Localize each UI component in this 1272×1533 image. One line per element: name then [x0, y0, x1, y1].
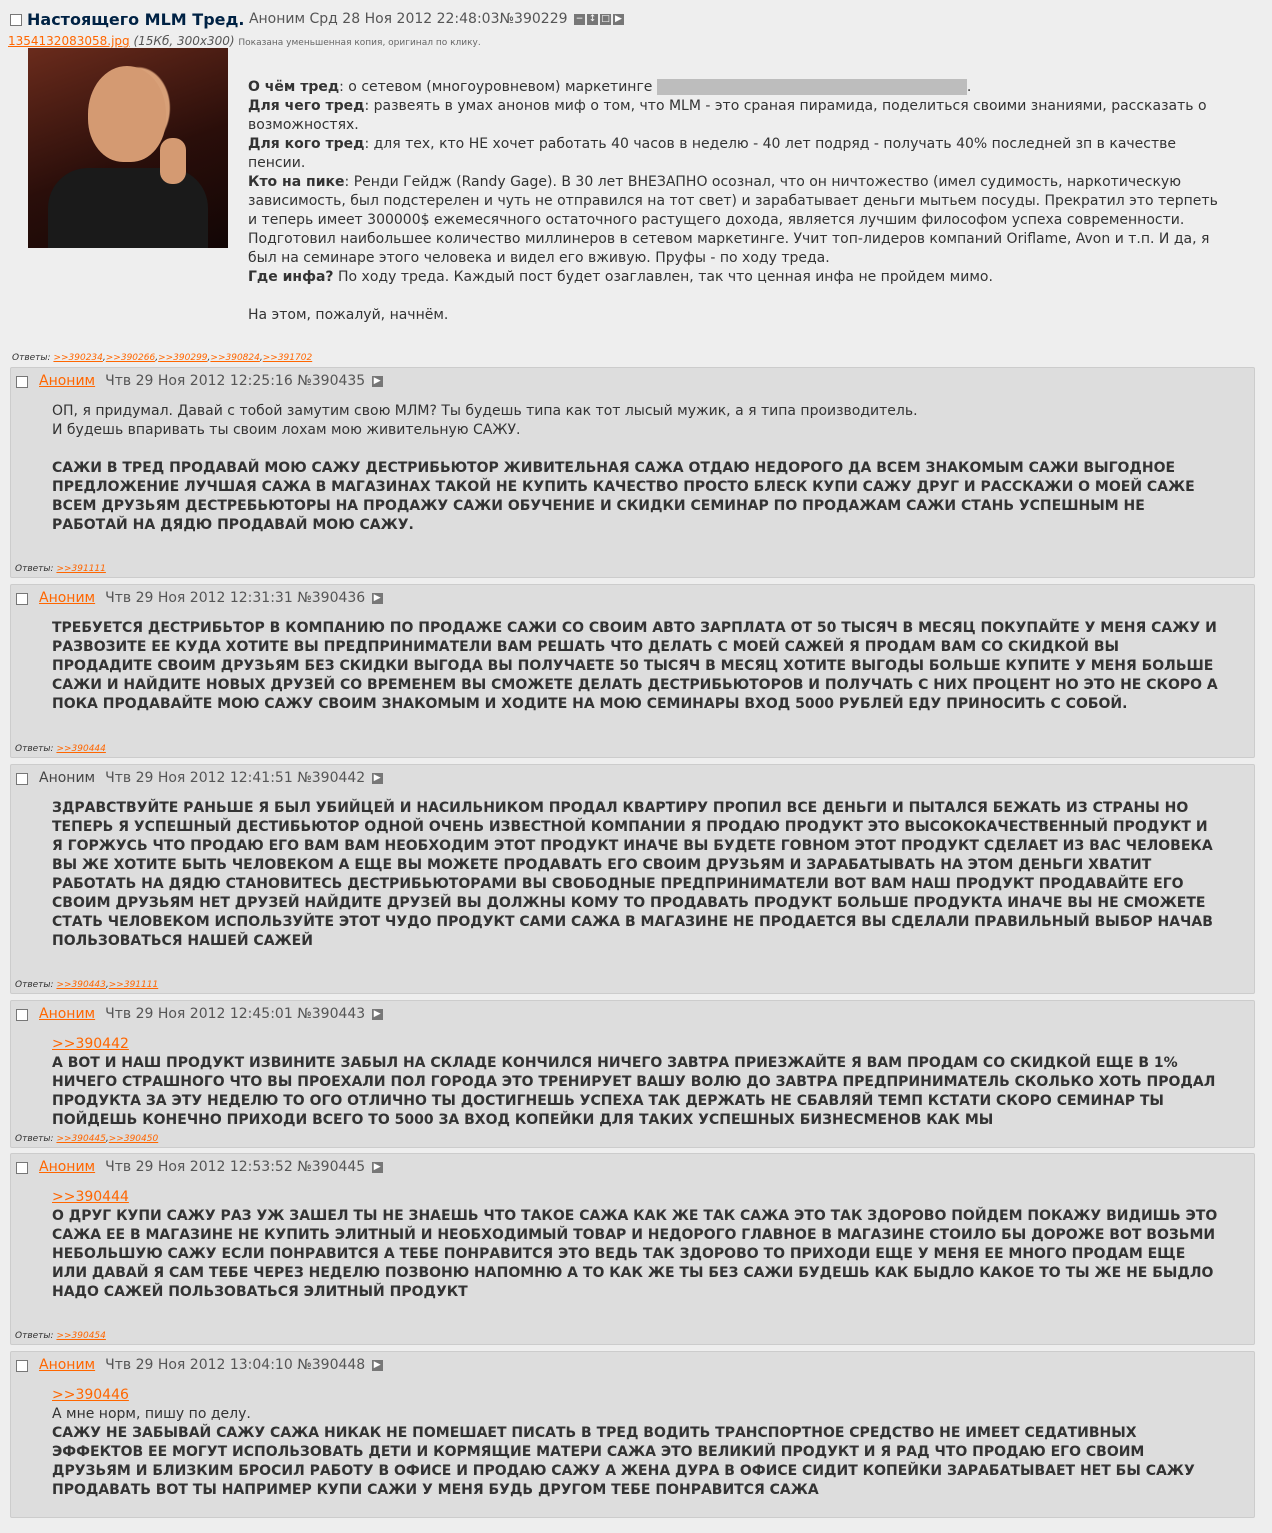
- op-line: Кто на пике: Ренди Гейдж (Randy Gage). В 30 лет ВНЕЗАПНО осознал, что он ничтожество (имел судимость, наркотическую зависимость, был подстерелен и чуть не отправился на тот свет) и зарабатывает деньги мытьем посуды. Прекратил это терпеть и теперь имеет 300000$ ежемесячного остаточного растущего дохода, является лучшим философом успеха современности. Подготовил наибольшее количество миллинеров в сетевом маркетинге. Учит топ-лидеров компаний Oriflame, Avon и т.п. И да, я был на семинаре этого человека и видел его вживую. Пруфы - по ходу треда.: [248, 174, 1218, 266]
- post-replies: Ответы: >>390445,>>390450: [15, 1134, 159, 1144]
- op-closing: На этом, пожалуй, начнём.: [248, 307, 449, 323]
- post-header: [16, 372, 383, 392]
- post-caps-text: А ВОТ И НАШ ПРОДУКТ ИЗВИНИТЕ ЗАБЫЛ НА СКЛАДЕ КОНЧИЛСЯ НИЧЕГО ЗАВТРА ПРИЕЗЖАЙТЕ Я ВАМ ПРОДАМ СО СКИДКОЙ ЕЩЕ В 1% НИЧЕГО СТРАШНОГО ЧТО ВЫ ПРОЕХАЛИ ПОЛ ГОРОДА ЭТО ТРЕНИРУЕТ ВАШУ ВОЛЮ ДО ЗАВТРА ПРЕДПРИНИМАТЕЛЬ СКОЛЬКО ХОТЬ ПРОДАЛ ПРОДУКТА ЗА ЭТУ НЕДЕЛЮ ТО ОГО ОТЛИЧНО ТЫ ДОСТИГНЕШЬ УСПЕХА ТАК ДЕРЖАТЬ НЕ СБАВЛЯЙ ТЕМП КСТАТИ СКОРО СЕМИНАР ТЫ ПОЙДЕШЬ КОНЕЧНО ПРИХОДИ ВСЕГО ТО 5000 ЗА ВХОД КОПЕЙКИ ДЛЯ ТАКИХ УСПЕШНЫХ БИЗНЕСМЕНОВ КАК МЫ: [52, 1055, 1216, 1128]
- reply-link[interactable]: >>390445: [56, 1134, 106, 1144]
- reply-post: [10, 1153, 1255, 1345]
- post-message: [52, 402, 1222, 535]
- op-replies: Ответы: >>390234,>>390266,>>390299,>>390824,>>391702: [12, 353, 313, 363]
- redacted-block: [657, 79, 967, 95]
- reply-post: [10, 764, 1255, 994]
- file-size-dims: (15Кб, 300x300): [133, 34, 235, 48]
- op-line: Для кого тред: для тех, кто НЕ хочет работать 40 часов в неделю - 40 лет подряд - получать 40% последней зп в качестве пенсии.: [248, 136, 1177, 171]
- reply-link[interactable]: >>390450: [108, 1134, 159, 1144]
- post-select-checkbox[interactable]: [16, 593, 28, 605]
- post-poster-name[interactable]: Аноним: [39, 1006, 96, 1022]
- post-poster-name[interactable]: Аноним: [39, 373, 96, 389]
- post-date: Чтв 29 Ноя 2012 13:04:10: [105, 1357, 293, 1373]
- post-message: [52, 799, 1222, 951]
- quote-reflink[interactable]: >>390442: [52, 1036, 129, 1052]
- reply-arrow-icon[interactable]: ▶: [372, 376, 383, 387]
- post-number[interactable]: №390442: [297, 770, 366, 786]
- thumb-hand-shape: [160, 138, 186, 184]
- post-caps-text: САЖИ В ТРЕД ПРОДАВАЙ МОЮ САЖУ ДЕСТРИБЬЮТОР ЖИВИТЕЛЬНАЯ САЖА ОТДАЮ НЕДОРОГО ДА ВСЕМ ЗНАКОМЫМ САЖИ ВЫГОДНОЕ ПРЕДЛОЖЕНИЕ ЛУЧШАЯ САЖА В МАГАЗИНАХ ТАКОЙ НЕ КУПИТЬ КАЧЕСТВО ПРОСТО БЛЕСК КУПИ САЖУ ДРУГ И РАССКАЖИ О МОЕЙ САЖЕ ВСЕМ ДРУЗЬЯМ ДЕСТРЕБЬЮТОРЫ НА ПРОДАЖУ САЖИ ОБУЧЕНИЕ И СКИДКИ СЕМИНАР ПО ПРОДАЖАМ САЖИ СТАНЬ УСПЕШНЫМ НЕ РАБОТАЙ НА ДЯДЮ ПРОДАВАЙ МОЮ САЖУ.: [52, 460, 1195, 533]
- post-select-checkbox[interactable]: [16, 1162, 28, 1174]
- reply-arrow-icon[interactable]: ▶: [372, 1009, 383, 1020]
- thumb-head-shape: [88, 66, 166, 162]
- op-line: Для чего тред: развеять в умах анонов миф о том, что MLM - это сраная пирамида, поделиться своими знаниями, рассказать о возможностях.: [248, 98, 1207, 133]
- post-number[interactable]: №390435: [297, 373, 366, 389]
- post-header: [16, 1158, 383, 1178]
- post-number[interactable]: №390443: [297, 1006, 366, 1022]
- post-header: [16, 589, 383, 609]
- reply-arrow-icon[interactable]: ▶: [372, 1360, 383, 1371]
- post-header: [16, 769, 383, 789]
- post-number[interactable]: №390448: [297, 1357, 366, 1373]
- op-subject: Настоящего MLM Тред.: [27, 10, 245, 29]
- op-poster-name: Аноним: [248, 11, 306, 27]
- op-date: Срд 28 Ноя 2012 22:48:03: [309, 11, 500, 27]
- post-message: [52, 619, 1222, 714]
- quote-reflink[interactable]: >>390444: [52, 1189, 129, 1205]
- post-select-checkbox[interactable]: [16, 1009, 28, 1021]
- post-message: [52, 1035, 1222, 1130]
- op-line: Где инфа? По ходу треда. Каждый пост будет озаглавлен, так что ценная инфа не пройдем мимо.: [248, 269, 993, 285]
- reply-link[interactable]: >>390266: [105, 353, 156, 363]
- post-select-checkbox[interactable]: [16, 376, 28, 388]
- file-link[interactable]: 1354132083058.jpg: [8, 34, 130, 48]
- op-post: [0, 0, 1272, 365]
- post-text-line: И будешь впаривать ты своим лохам мою живительную САЖУ.: [52, 422, 521, 438]
- reply-post: [10, 1351, 1255, 1518]
- thumb-body-shape: [48, 168, 208, 248]
- post-poster-name[interactable]: Аноним: [39, 1357, 96, 1373]
- quote-reflink[interactable]: >>390446: [52, 1387, 129, 1403]
- post-header: [16, 1356, 383, 1376]
- post-caps-text: САЖУ НЕ ЗАБЫВАЙ САЖУ САЖА НИКАК НЕ ПОМЕШАЕТ ПИСАТЬ В ТРЕД ВОДИТЬ ТРАНСПОРТНОЕ СРЕДСТВО НЕ ИМЕЕТ СЕДАТИВНЫХ ЭФФЕКТОВ ЕЕ МОГУТ ИСПОЛЬЗОВАТЬ ДЕТИ И КОРМЯЩИЕ МАТЕРИ САЖА ЭТО ВЕЛИКИЙ ПРОДУКТ И Я РАД ЧТО ПРОДАЮ ЕГО СВОИМ ДРУЗЬЯМ И БЛИЗКИМ БРОСИЛ РАБОТУ В ОФИСЕ И ПРОДАЮ САЖУ А ЖЕНА ДУРА В ОФИСЕ СИДИТ КОПЕЙКИ ЗАРАБАТЫВАЕТ НЕТ БЫ САЖУ ПРОДАВАТЬ ВОТ ТЫ НАПРИМЕР КУПИ САЖИ У МЕНЯ БУДЬ ДРУГОМ ТЕБЕ ПОНРАВИТСЯ САЖА: [52, 1425, 1195, 1498]
- reply-link[interactable]: >>391111: [108, 980, 159, 990]
- post-text-line: А мне норм, пишу по делу.: [52, 1406, 251, 1422]
- reply-arrow-icon[interactable]: ▶: [372, 593, 383, 604]
- op-select-checkbox[interactable]: [10, 14, 22, 26]
- reply-link[interactable]: >>390444: [56, 744, 106, 754]
- reply-post: [10, 367, 1255, 578]
- reply-link[interactable]: >>391111: [56, 564, 106, 574]
- post-replies: Ответы: >>390454: [15, 1331, 106, 1341]
- reply-arrow-icon[interactable]: ▶: [372, 1162, 383, 1173]
- post-poster-name[interactable]: Аноним: [39, 1159, 96, 1175]
- file-note: Показана уменьшенная копия, оригинал по клику.: [238, 38, 481, 48]
- post-header: [16, 1005, 383, 1025]
- post-number[interactable]: №390436: [297, 590, 366, 606]
- post-caps-text: О ДРУГ КУПИ САЖУ РАЗ УЖ ЗАШЕЛ ТЫ НЕ ЗНАЕШЬ ЧТО ТАКОЕ САЖА КАК ЖЕ ТАК САЖА ЭТО ТАК ЗДОРОВО ПОЙДЕМ ПОКАЖУ ВИДИШЬ ЭТО САЖА ЕЕ В МАГАЗИНЕ НЕ КУПИТЬ ЭЛИТНЫЙ И НЕОБХОДИМЫЙ ТОВАР И НЕДОРОГО ГЛАВНОЕ В МАГАЗИНЕ СТОИЛО БЫ ДОРОЖЕ ВОТ ВОЗЬМИ НЕБОЛЬШУЮ САЖУ ЕСЛИ ПОНРАВИТСЯ А ТЕБЕ ПОНРАВИТСЯ ЭТО ВЕДЬ ТАК ЗДОРОВО ТО ПРИХОДИ ЕЩЕ У МЕНЯ ЕЕ МНОГО ПРОДАМ ЕЩЕ ИЛИ ДАВАЙ Я САМ ТЕБЕ ЧЕРЕЗ НЕДЕЛЮ ПОЗВОНЮ НАПОМНЮ А ТО КАК ЖЕ ТЫ БЕЗ САЖИ БУДЕШЬ КАК БЫДЛО КАКОЕ ТО ТЫ ЖЕ НЕ БЫДЛО НАДО САЖЕЙ ПОЛЬЗОВАТЬСЯ ЭЛИТНЫЙ ПРОДУКТ: [52, 1208, 1218, 1300]
- post-replies: Ответы: >>390444: [15, 744, 106, 754]
- post-text-line: ОП, я придумал. Давай с тобой замутим свою МЛМ? Ты будешь типа как тот лысый мужик, а я типа производитель.: [52, 403, 918, 419]
- op-thumbnail-image[interactable]: [28, 48, 228, 248]
- post-date: Чтв 29 Ноя 2012 12:25:16: [105, 373, 293, 389]
- favorite-icon[interactable]: □: [601, 14, 610, 24]
- post-message: [52, 1188, 1222, 1302]
- hide-thread-icon[interactable]: −: [575, 14, 584, 24]
- reply-link[interactable]: >>390234: [53, 353, 103, 363]
- reply-link[interactable]: >>390443: [56, 980, 106, 990]
- post-select-checkbox[interactable]: [16, 1360, 28, 1372]
- post-replies: Ответы: >>390443,>>391111: [15, 980, 159, 990]
- op-message: [248, 78, 1228, 325]
- reply-link[interactable]: >>390299: [158, 353, 208, 363]
- post-replies: Ответы: >>391111: [15, 564, 106, 574]
- op-post-number[interactable]: №390229: [499, 11, 568, 27]
- reply-link[interactable]: >>390454: [56, 1331, 106, 1341]
- op-header: [10, 10, 624, 32]
- post-poster-name[interactable]: Аноним: [39, 590, 96, 606]
- reply-post: [10, 1000, 1255, 1148]
- op-line: О чём тред: о сетевом (многоуровневом) маркетинге .: [248, 79, 972, 95]
- post-date: Чтв 29 Ноя 2012 12:53:52: [105, 1159, 293, 1175]
- reply-link[interactable]: >>390824: [210, 353, 260, 363]
- post-caps-text: ТРЕБУЕТСЯ ДЕСТРИБЬТОР В КОМПАНИЮ ПО ПРОДАЖЕ САЖИ СО СВОИМ АВТО ЗАРПЛАТА ОТ 50 ТЫСЯЧ В МЕСЯЦ ПОКУПАЙТЕ У МЕНЯ САЖУ И РАЗВОЗИТЕ ЕЕ КУДА ХОТИТЕ ВЫ ПРЕДПРИНИМАТЕЛИ ВАМ РЕШАТЬ ЧТО ДЕЛАТЬ С МОЕЙ САЖЕЙ Я ПРОДАМ ВАМ СО СКИДКОЙ ВЫ ПРОДАДИТЕ СВОИМ ДРУЗЬЯМ БЕЗ СКИДКИ ВЫГОДА ВЫ ПОЛУЧАЕТЕ 50 ТЫСЯЧ В МЕСЯЦ ХОТИТЕ ВЫГОДЫ БОЛЬШЕ КУПИТЕ У МЕНЯ БОЛЬШЕ САЖИ И НАЙДИТЕ НОВЫХ ДРУЗЕЙ СО ВРЕМЕНЕМ ВЫ СМОЖЕТЕ ДЕЛАТЬ ДЕСТРИБЬЮТОРОВ И ПОЛУЧАТЬ С НИХ ПРОЦЕНТ НО ЭТО НЕ СКОРО А ПОКА ПРОДАВАЙТЕ МОЮ САЖУ СВОИМ ЗНАКОМЫМ И ХОДИТЕ НА МОЮ СЕМИНАРЫ ВХОД 5000 РУБЛЕЙ ЕДУ ПРИНОСИТЬ С СОБОЙ.: [52, 620, 1218, 712]
- expand-thread-icon[interactable]: ↕: [588, 14, 597, 24]
- reply-link[interactable]: >>391702: [262, 353, 313, 363]
- post-message: [52, 1386, 1222, 1500]
- post-number[interactable]: №390445: [297, 1159, 366, 1175]
- post-date: Чтв 29 Ноя 2012 12:45:01: [105, 1006, 293, 1022]
- reply-post: [10, 584, 1255, 758]
- reply-arrow-icon[interactable]: ▶: [613, 14, 624, 25]
- post-poster-name: Аноним: [39, 770, 96, 786]
- post-date: Чтв 29 Ноя 2012 12:41:51: [105, 770, 293, 786]
- reply-arrow-icon[interactable]: ▶: [372, 773, 383, 784]
- post-select-checkbox[interactable]: [16, 773, 28, 785]
- post-caps-text: ЗДРАВСТВУЙТЕ РАНЬШЕ Я БЫЛ УБИЙЦЕЙ И НАСИЛЬНИКОМ ПРОДАЛ КВАРТИРУ ПРОПИЛ ВСЕ ДЕНЬГИ И ПЫТАЛСЯ БЕЖАТЬ ИЗ СТРАНЫ НО ТЕПЕРЬ Я УСПЕШНЫЙ ДЕСТИБЬЮТОР ОДНОЙ ОЧЕНЬ ИЗВЕСТНОЙ КОМПАНИИ Я ПРОДАЮ ПРОДУКТ ЭТО ВЫСОКОКАЧЕСТВЕННЫЙ ПРОДУКТ И Я ГОРЖУСЬ ЧТО ПРОДАЮ ЕГО ВАМ ВАМ НЕОБХОДИМ ЭТОТ ПРОДУКТ ИНАЧЕ ВЫ БУДЕТЕ ГОВНОМ ЭТОТ ПРОДУКТ СДЕЛАЕТ ИЗ ВАС ЧЕЛОВЕКА ВЫ ЖЕ ХОТИТЕ БЫТЬ ЧЕЛОВЕКОМ А ЕЩЕ ВЫ МОЖЕТЕ ПРОДАВАТЬ ЕГО СВОИМ ДРУЗЬЯМ И ЗАРАБАТЫВАТЬ НА ЭТОМ ДЕНЬГИ ХВАТИТ РАБОТАТЬ НА ДЯДЮ СТАНОВИТЕСЬ ДЕСТРИБЬЮТОРАМИ ВЫ СВОБОДНЫЕ ПРЕДПРИНИМАТЕЛИ ВОТ ВАМ НАШ ПРОДУКТ ПРОДАВАЙТЕ ЕГО СВОИМ ДРУЗЬЯМ НЕТ ДРУЗЕЙ НАЙДИТЕ ДРУЗЕЙ ВЫ ДОЛЖНЫ КОМУ ТО ПРОДАВАТЬ ПРОДУКТ БОЛЬШЕ ПРОДУКТА ИНАЧЕ ВЫ НЕ СМОЖЕТЕ СТАТЬ ЧЕЛОВЕКОМ ИСПОЛЬЗУЙТЕ ЭТОТ ЧУДО ПРОДУКТ САМИ САЖА В МАГАЗИНЕ НЕ ПРОДАЕТСЯ ВЫ СДЕЛАЛИ ПРАВИЛЬНЫЙ ВЫБОР НАЧАВ ПОЛЬЗОВАТЬСЯ НАШЕЙ САЖЕЙ: [52, 800, 1213, 949]
- post-date: Чтв 29 Ноя 2012 12:31:31: [105, 590, 293, 606]
